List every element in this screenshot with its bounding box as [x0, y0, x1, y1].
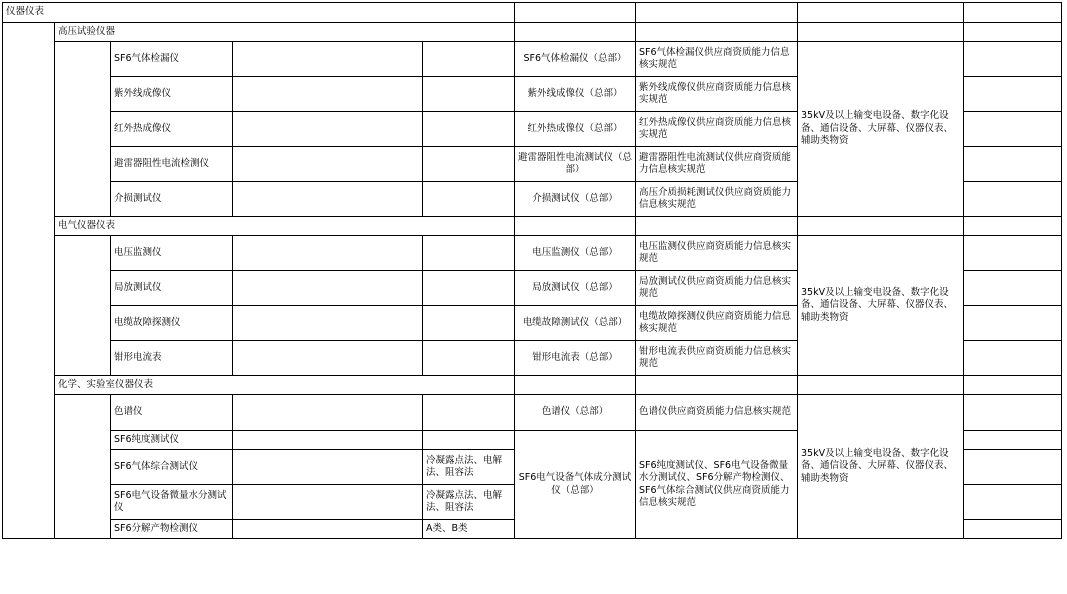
table-cell[interactable] [233, 395, 423, 431]
remark-cell[interactable] [423, 236, 515, 271]
indent-cell[interactable] [55, 236, 111, 376]
table-cell[interactable] [233, 450, 423, 485]
table-cell[interactable] [515, 376, 636, 395]
table-cell[interactable] [233, 341, 423, 376]
equivalent-name-cell[interactable]: 避雷器阻性电流测试仪（总部） [515, 147, 636, 182]
table-cell[interactable] [964, 147, 1062, 182]
table-cell[interactable] [964, 217, 1062, 236]
indent-cell[interactable] [55, 42, 111, 217]
table-cell[interactable] [964, 306, 1062, 341]
spec-cell[interactable]: SF6气体检漏仪供应商资质能力信息核实规范 [636, 42, 798, 77]
group-name-cell[interactable]: 化学、实验室仪器仪表 [55, 376, 515, 395]
equivalent-name-cell[interactable]: 局放测试仪（总部） [515, 271, 636, 306]
table-cell[interactable] [798, 376, 964, 395]
spec-cell[interactable]: 电压监测仪供应商资质能力信息核实规范 [636, 236, 798, 271]
indent-cell[interactable] [3, 23, 55, 539]
remark-cell[interactable] [423, 42, 515, 77]
spec-cell[interactable]: 高压介质损耗测试仪供应商资质能力信息核实规范 [636, 182, 798, 217]
item-name-cell[interactable]: 色谱仪 [111, 395, 233, 431]
remark-cell[interactable] [423, 271, 515, 306]
root-category-cell[interactable]: 仪器仪表 [3, 3, 515, 23]
scope-cell[interactable]: 35kV及以上输变电设备、数字化设备、通信设备、大屏幕、仪器仪表、辅助类物资 [798, 42, 964, 217]
spec-cell[interactable]: 电缆故障探测仪供应商资质能力信息核实规范 [636, 306, 798, 341]
table-cell[interactable] [798, 217, 964, 236]
table-cell[interactable] [964, 182, 1062, 217]
remark-cell[interactable] [423, 182, 515, 217]
table-cell[interactable] [515, 217, 636, 236]
remark-cell[interactable] [423, 147, 515, 182]
spec-cell[interactable]: 避雷器阻性电流测试仪供应商资质能力信息核实规范 [636, 147, 798, 182]
table-cell[interactable] [233, 520, 423, 539]
table-cell[interactable] [964, 23, 1062, 42]
table-cell[interactable] [515, 23, 636, 42]
table-cell[interactable] [964, 112, 1062, 147]
table-cell[interactable] [964, 271, 1062, 306]
item-name-cell[interactable]: 红外热成像仪 [111, 112, 233, 147]
table-cell[interactable] [233, 77, 423, 112]
remark-cell[interactable] [423, 341, 515, 376]
table-cell[interactable] [515, 3, 636, 23]
table-row [3, 217, 1062, 236]
table-cell[interactable] [798, 23, 964, 42]
spec-cell[interactable]: 色谱仪供应商资质能力信息核实规范 [636, 395, 798, 431]
item-name-cell[interactable]: SF6气体检漏仪 [111, 42, 233, 77]
item-name-cell[interactable]: 局放测试仪 [111, 271, 233, 306]
table-cell[interactable] [233, 236, 423, 271]
remark-cell[interactable]: 冷凝露点法、电解法、阻容法 [423, 485, 515, 520]
table-row [3, 3, 1062, 23]
item-name-cell[interactable]: 电缆故障探测仪 [111, 306, 233, 341]
remark-cell[interactable]: 冷凝露点法、电解法、阻容法 [423, 450, 515, 485]
table-cell[interactable] [964, 395, 1062, 431]
spec-cell[interactable]: 紫外线成像仪供应商资质能力信息核实规范 [636, 77, 798, 112]
item-name-cell[interactable]: 紫外线成像仪 [111, 77, 233, 112]
table-cell[interactable] [233, 271, 423, 306]
table-cell[interactable] [964, 77, 1062, 112]
indent-cell[interactable] [55, 395, 111, 539]
remark-cell[interactable] [423, 306, 515, 341]
equivalent-name-cell[interactable]: 色谱仪（总部） [515, 395, 636, 431]
table-cell[interactable] [964, 341, 1062, 376]
table-cell[interactable] [964, 236, 1062, 271]
table-row [3, 376, 1062, 395]
spec-cell[interactable]: 红外热成像仪供应商资质能力信息核实规范 [636, 112, 798, 147]
equivalent-name-cell[interactable]: SF6气体检漏仪（总部） [515, 42, 636, 77]
item-name-cell[interactable]: 介损测试仪 [111, 182, 233, 217]
spec-cell[interactable]: 局放测试仪供应商资质能力信息核实规范 [636, 271, 798, 306]
group-name-cell[interactable]: 电气仪器仪表 [55, 217, 515, 236]
table-cell[interactable] [964, 42, 1062, 77]
table-row [3, 395, 1062, 431]
remark-cell[interactable]: A类、B类 [423, 520, 515, 539]
table-cell[interactable] [798, 3, 964, 23]
table-cell[interactable] [964, 376, 1062, 395]
spec-cell[interactable]: SF6纯度测试仪、SF6电气设备微量水分测试仪、SF6分解产物检测仪、SF6气体综合测试仪供应商资质能力信息核实规范 [636, 431, 798, 539]
table-cell[interactable] [636, 3, 798, 23]
item-name-cell[interactable]: SF6气体综合测试仪 [111, 450, 233, 485]
table-row [3, 23, 1062, 42]
group-name-cell[interactable]: 高压试验仪器 [55, 23, 515, 42]
table-cell[interactable] [233, 112, 423, 147]
item-name-cell[interactable]: SF6电气设备微量水分测试仪 [111, 485, 233, 520]
remark-cell[interactable] [423, 395, 515, 431]
item-name-cell[interactable]: SF6纯度测试仪 [111, 431, 233, 450]
table-cell[interactable] [233, 431, 423, 450]
equivalent-name-cell[interactable]: 紫外线成像仪（总部） [515, 77, 636, 112]
item-name-cell[interactable]: 电压监测仪 [111, 236, 233, 271]
table-cell[interactable] [233, 182, 423, 217]
table-cell[interactable] [964, 3, 1062, 23]
table-cell[interactable] [964, 431, 1062, 450]
table-cell[interactable] [233, 42, 423, 77]
remark-cell[interactable] [423, 112, 515, 147]
item-name-cell[interactable]: 避雷器阻性电流检测仪 [111, 147, 233, 182]
scope-cell[interactable]: 35kV及以上输变电设备、数字化设备、通信设备、大屏幕、仪器仪表、辅助类物资 [798, 395, 964, 539]
equivalent-name-cell[interactable]: 介损测试仪（总部） [515, 182, 636, 217]
table-cell[interactable] [636, 217, 798, 236]
table-cell[interactable] [964, 450, 1062, 485]
equivalent-name-cell[interactable]: 电缆故障测试仪（总部） [515, 306, 636, 341]
item-name-cell[interactable]: SF6分解产物检测仪 [111, 520, 233, 539]
instrument-category-table [2, 2, 1062, 539]
table-cell[interactable] [964, 485, 1062, 520]
table-row [3, 42, 1062, 77]
table-cell[interactable] [964, 520, 1062, 539]
table-cell[interactable] [636, 23, 798, 42]
table-cell[interactable] [233, 485, 423, 520]
table-cell[interactable] [636, 376, 798, 395]
table-cell[interactable] [233, 147, 423, 182]
item-name-cell[interactable]: 钳形电流表 [111, 341, 233, 376]
remark-cell[interactable] [423, 431, 515, 450]
equivalent-name-cell[interactable]: SF6电气设备气体成分测试仪（总部） [515, 431, 636, 539]
equivalent-name-cell[interactable]: 钳形电流表（总部） [515, 341, 636, 376]
equivalent-name-cell[interactable]: 红外热成像仪（总部） [515, 112, 636, 147]
table-row [3, 236, 1062, 271]
scope-cell[interactable]: 35kV及以上输变电设备、数字化设备、通信设备、大屏幕、仪器仪表、辅助类物资 [798, 236, 964, 376]
equivalent-name-cell[interactable]: 电压监测仪（总部） [515, 236, 636, 271]
table-cell[interactable] [233, 306, 423, 341]
spec-cell[interactable]: 钳形电流表供应商资质能力信息核实规范 [636, 341, 798, 376]
remark-cell[interactable] [423, 77, 515, 112]
